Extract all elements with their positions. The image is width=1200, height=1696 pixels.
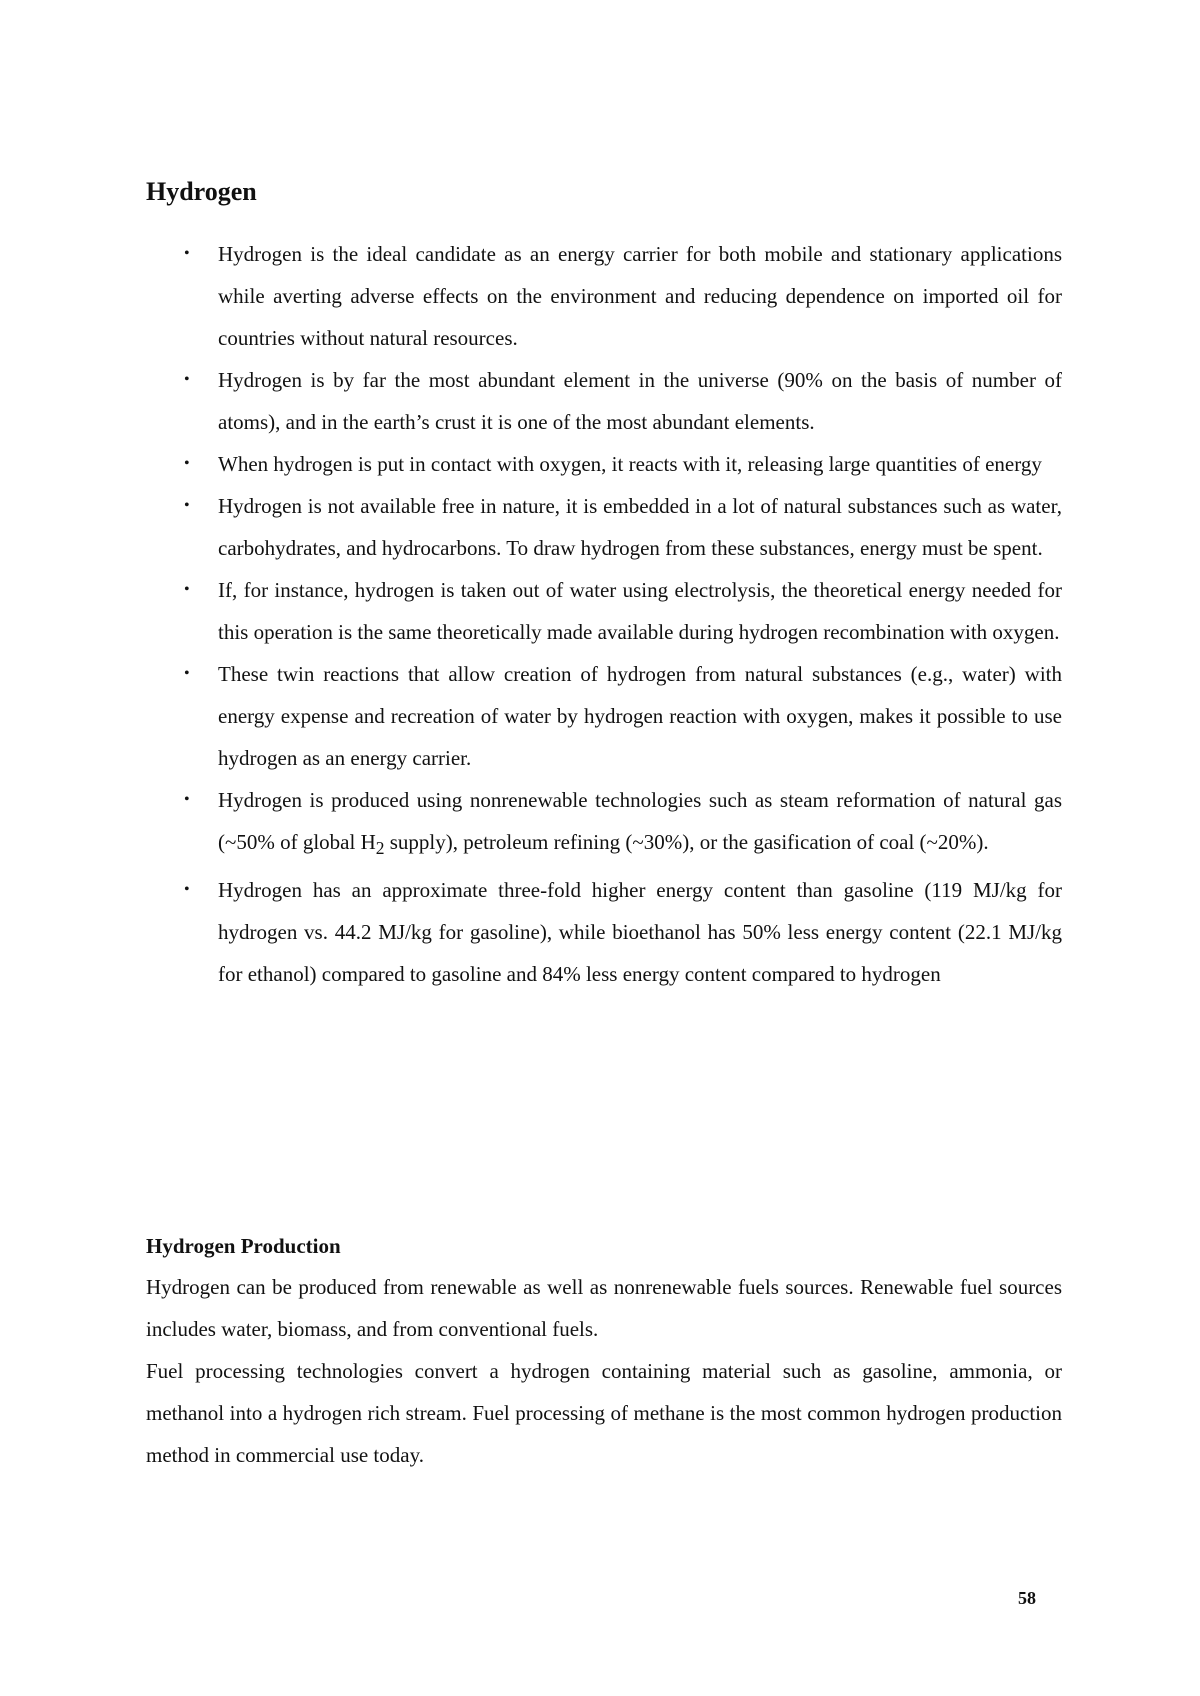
bullet-marker: • [184, 245, 190, 262]
bullet-item [146, 869, 1062, 995]
bullet-marker: • [184, 665, 190, 682]
bullet-item [146, 443, 1062, 485]
bullet-list [146, 233, 1062, 995]
bullet-text: Hydrogen is the ideal candidate as an energy carrier for both mobile and stationary applications while averting adverse effects on the environment and reducing dependence on imported oil for countries without natural resources. [218, 242, 1062, 350]
section-title: Hydrogen [146, 177, 257, 206]
bullet-text-before: Hydrogen is produced using nonrenewable technologies such as steam reformation of natural gas (~50% of global H [218, 788, 1062, 854]
bullet-text: Hydrogen is by far the most abundant element in the universe (90% on the basis of number of atoms), and in the earth’s crust it is one of the most abundant elements. [218, 368, 1062, 434]
bullet-item [146, 779, 1062, 869]
bullet-marker: • [184, 791, 190, 808]
bullet-text: If, for instance, hydrogen is taken out of water using electrolysis, the theoretical energy needed for this operation is the same theoretically made available during hydrogen recombination with oxygen. [218, 578, 1062, 644]
production-paragraph: Hydrogen can be produced from renewable as well as nonrenewable fuels sources. Renewable fuel sources includes water, biomass, and from conventional fuels. [146, 1275, 1062, 1341]
bullet-text: Hydrogen has an approximate three-fold higher energy content than gasoline (119 MJ/kg for hydrogen vs. 44.2 MJ/kg for gasoline), while bioethanol has 50% less energy content (22.1 MJ/kg for ethanol) compared to gasoline and 84% less energy content compared to hydrogen [218, 878, 1062, 987]
bullet-item [146, 359, 1062, 443]
bullet-marker: • [184, 455, 190, 472]
production-body [146, 1266, 1062, 1476]
bullet-marker: • [184, 371, 190, 388]
bullet-item [146, 233, 1062, 359]
bullet-text: When hydrogen is put in contact with oxygen, it reacts with it, releasing large quantities of energy [218, 452, 1042, 476]
bullet-marker: • [184, 881, 190, 899]
bullet-marker: • [184, 497, 190, 514]
bullet-text: Hydrogen is not available free in nature, it is embedded in a lot of natural substances such as water, carbohydrates, and hydrocarbons. To draw hydrogen from these substances, energy must be spent. [218, 494, 1062, 560]
bullet-text: These twin reactions that allow creation of hydrogen from natural substances (e.g., water) with energy expense and recreation of water by hydrogen reaction with oxygen, makes it possible to use hydrogen as an energy carrier. [218, 662, 1062, 770]
bullet-item [146, 653, 1062, 779]
subscript-two: 2 [375, 838, 385, 859]
bullet-text-after: supply), petroleum refining (~30%), or the gasification of coal (~20%). [384, 830, 989, 854]
bullet-item [146, 569, 1062, 653]
production-paragraph: Fuel processing technologies convert a hydrogen containing material such as gasoline, ammonia, or methanol into a hydrogen rich stream. Fuel processing of methane is the most common hydrogen production method in commercial use today. [146, 1359, 1062, 1467]
bullet-marker: • [184, 581, 190, 598]
page-number: 58 [1018, 1588, 1036, 1608]
bullet-item [146, 485, 1062, 569]
production-heading: Hydrogen Production [146, 1234, 341, 1258]
